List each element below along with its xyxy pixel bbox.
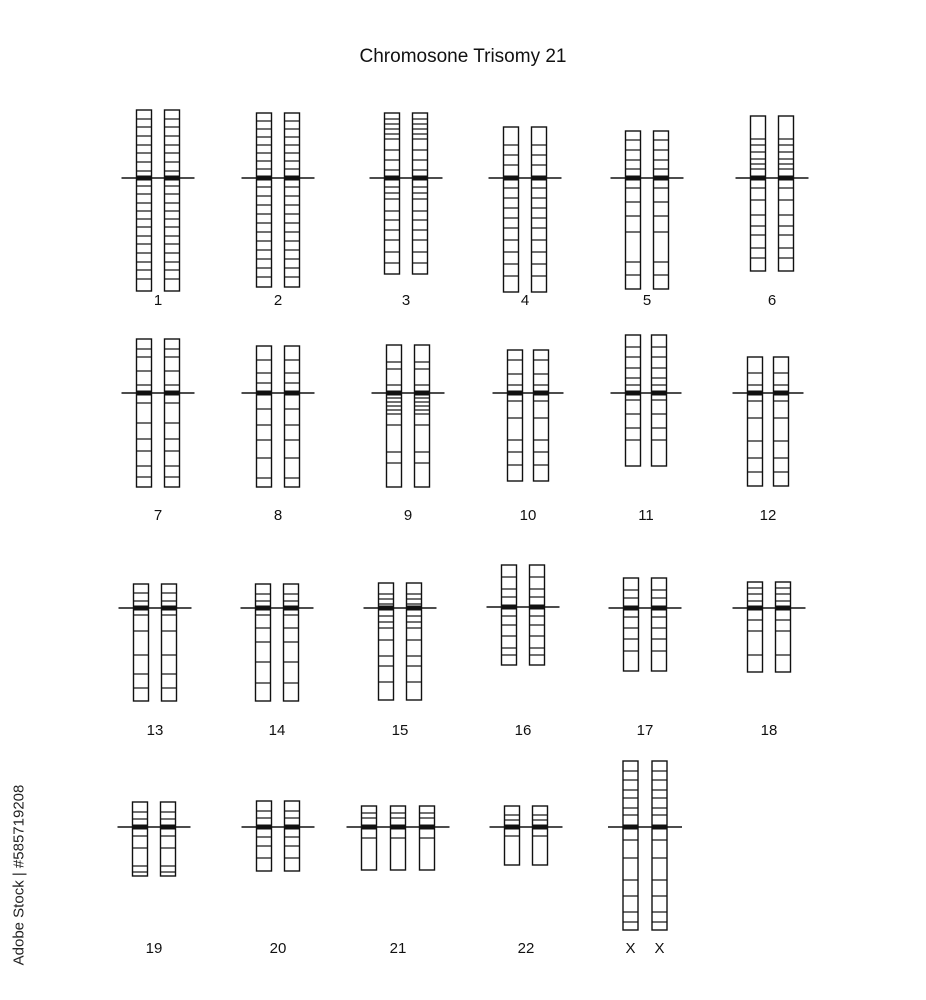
chromosome-2 [242,113,315,309]
chromatid-outline [776,582,791,672]
chromatid-outline [137,339,152,487]
chromatid-outline [137,110,152,291]
chromosome-13 [119,584,192,739]
centromere-band [626,391,641,396]
chromosome-label: 13 [146,722,164,739]
chromatid-outline [532,127,547,292]
centromere-band [774,391,789,396]
chromosome-7 [122,339,195,524]
centromere-band [652,825,667,830]
centromere-band [257,391,272,396]
chromatid [407,583,422,700]
chromatid [624,578,639,671]
chromatid [256,584,271,701]
chromatid [134,584,149,701]
chromatid-outline [387,345,402,487]
chromosome-label: 1 [153,292,163,309]
chromatid [137,110,152,291]
chromatid [774,357,789,486]
chromatid [362,806,377,870]
chromatid [534,350,549,481]
centromere-band [530,605,545,610]
chromosome-11 [611,335,682,524]
chromosome-15 [364,583,437,739]
centromere-band [285,176,300,181]
centromere-band [391,825,406,830]
chromosome-22 [490,806,563,957]
centromere-band [502,605,517,610]
chromatid [285,113,300,287]
chromatid [652,335,667,466]
centromere-band [415,391,430,396]
chromatid-outline [502,565,517,665]
chromosome-4 [489,127,562,309]
chromatid [257,346,272,487]
chromatid [751,116,766,271]
chromosome-x [608,761,682,957]
chromatid [626,131,641,289]
chromatid [415,345,430,487]
chromatid-outline [165,110,180,291]
centromere-band [362,825,377,830]
centromere-band [387,391,402,396]
chromosome-label: X [654,940,665,957]
chromatid [530,565,545,665]
chromatid [654,131,669,289]
chromatid [285,346,300,487]
chromatid [748,582,763,672]
chromatid [626,335,641,466]
centromere-band [626,176,641,181]
chromatid [532,127,547,292]
chromosome-1 [122,110,195,309]
chromatid [508,350,523,481]
chromosome-label: 20 [269,940,287,957]
chromosome-8 [242,346,315,524]
chromatid [748,357,763,486]
chromatid [779,116,794,271]
chromatid-outline [652,578,667,671]
centromere-band [285,391,300,396]
chromosome-label: 2 [273,292,283,309]
chromatid [165,110,180,291]
chromosome-3 [370,113,443,309]
chromatid-outline [654,131,669,289]
centromere-band [385,176,400,181]
chromosome-19 [118,802,191,957]
centromere-band [505,825,520,830]
chromosome-14 [241,584,314,739]
chromatid [387,345,402,487]
centromere-band [652,391,667,396]
chromosome-label: 22 [517,940,535,957]
chromosome-label: 6 [767,292,777,309]
chromatid [391,806,406,870]
centromere-band [654,176,669,181]
chromatid-outline [626,131,641,289]
centromere-band [137,176,152,181]
chromatid-outline [748,582,763,672]
centromere-band [162,606,177,611]
chromosome-20 [242,801,315,957]
chromatid [137,339,152,487]
chromatid [257,801,272,871]
chromosome-label: 16 [514,722,532,739]
chromatid-outline [165,339,180,487]
chromatid [776,582,791,672]
chromatid-outline [415,345,430,487]
chromatid-outline [748,357,763,486]
chromosome-label: 21 [389,940,407,957]
chromatid [652,578,667,671]
chromosome-label: 18 [760,722,778,739]
centromere-band [165,176,180,181]
chromosome-label: 11 [638,507,654,524]
chromosome-label: 4 [520,292,530,309]
chromatid [379,583,394,700]
centromere-band [508,391,523,396]
centromere-band [134,606,149,611]
diagram-title: Chromosone Trisomy 21 [359,46,567,67]
chromatid-outline [530,565,545,665]
chromosome-label: 17 [636,722,654,739]
chromatid-outline [652,761,667,930]
chromosome-17 [609,578,682,739]
centromere-band [420,825,435,830]
centromere-band [652,606,667,611]
centromere-band [504,176,519,181]
centromere-band [379,606,394,611]
centromere-band [165,391,180,396]
centromere-band [285,825,300,830]
chromatid [623,761,638,930]
watermark-text: Adobe Stock | #585719208 [10,784,28,966]
chromatid [420,806,435,870]
chromosome-16 [487,565,560,739]
chromosome-label: 14 [268,722,286,739]
chromatid [652,761,667,930]
centromere-band [161,825,176,830]
chromosome-label: X [625,940,636,957]
chromatid [504,127,519,292]
centromere-band [533,825,548,830]
chromosome-5 [611,131,684,309]
chromosome-label: 7 [153,507,163,524]
chromosome-12 [733,357,804,524]
chromatid-outline [285,113,300,287]
chromatid [285,801,300,871]
chromatid-outline [774,357,789,486]
chromosome-label: 8 [273,507,283,524]
centromere-band [407,606,422,611]
chromosome-21 [347,806,450,957]
centromere-band [256,606,271,611]
chromosome-label: 9 [403,507,413,524]
chromatid [162,584,177,701]
chromosome-10 [493,350,564,524]
centromere-band [534,391,549,396]
centromere-band [133,825,148,830]
chromatid [284,584,299,701]
centromere-band [748,606,763,611]
centromere-band [623,825,638,830]
watermark [4,760,34,990]
centromere-band [257,176,272,181]
chromosome-6 [736,116,809,309]
chromosome-label: 15 [391,722,409,739]
chromatid-outline [161,802,176,876]
centromere-band [137,391,152,396]
chromatid-outline [504,127,519,292]
chromatid [133,802,148,876]
chromatid-outline [257,346,272,487]
chromosome-label: 12 [759,507,777,524]
chromatid [413,113,428,274]
chromatid-outline [285,346,300,487]
centromere-band [257,825,272,830]
chromatid-outline [257,113,272,287]
centromere-band [624,606,639,611]
centromere-band [413,176,428,181]
chromatid-outline [623,761,638,930]
chromosome-label: 10 [519,507,537,524]
chromatid [165,339,180,487]
chromatid-outline [534,350,549,481]
chromosome-9 [372,345,445,524]
chromosome-18 [733,582,806,739]
centromere-band [779,176,794,181]
chromosome-label: 3 [401,292,411,309]
centromere-band [751,176,766,181]
chromatid [161,802,176,876]
centromere-band [532,176,547,181]
chromosome-label: 19 [145,940,163,957]
chromatid [533,806,548,865]
chromatid [505,806,520,865]
centromere-band [748,391,763,396]
centromere-band [284,606,299,611]
chromatid [502,565,517,665]
chromatid [257,113,272,287]
chromatid-outline [508,350,523,481]
chromatid-outline [133,802,148,876]
chromatid-outline [624,578,639,671]
centromere-band [776,606,791,611]
chromosome-label: 5 [642,292,652,309]
chromatid [385,113,400,274]
